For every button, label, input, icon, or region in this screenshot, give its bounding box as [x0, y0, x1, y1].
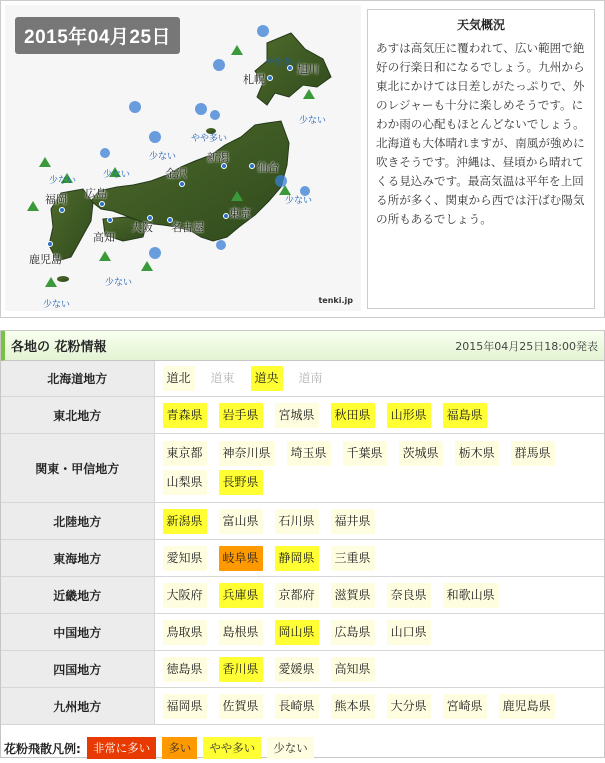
city-label-nagoya[interactable]: 名古屋 — [171, 221, 204, 234]
region-name: 四国地方 — [1, 651, 154, 688]
region-name: 北海道地方 — [1, 361, 154, 397]
prefecture-link[interactable]: 香川県 — [219, 657, 263, 682]
map-pollen-label: 少ない — [299, 116, 327, 126]
prefecture-link[interactable]: 埼玉県 — [287, 441, 331, 466]
pollen-map[interactable] — [5, 5, 361, 311]
region-prefectures — [154, 577, 604, 614]
prefecture-link[interactable]: 東京都 — [163, 441, 207, 466]
prefecture-link[interactable]: 大分県 — [387, 694, 431, 719]
prefecture-link[interactable]: 福島県 — [443, 403, 487, 428]
region-name: 近畿地方 — [1, 577, 154, 614]
legend-slightly-high: やや多い — [203, 737, 261, 759]
prefecture-link[interactable]: 茨城県 — [399, 441, 443, 466]
prefecture-link[interactable]: 岡山県 — [275, 620, 319, 645]
prefecture-link[interactable]: 静岡県 — [275, 546, 319, 571]
prefecture-link[interactable]: 京都府 — [275, 583, 319, 608]
city-label-niigata[interactable]: 新潟 — [207, 151, 229, 164]
legend-low: 少ない — [267, 737, 314, 759]
prefecture-link[interactable]: 滋賀県 — [331, 583, 375, 608]
prefecture-link[interactable]: 福岡県 — [163, 694, 207, 719]
region-name: 関東・甲信地方 — [1, 434, 154, 503]
summary-text: あすは高気圧に覆われて、広い範囲で絶好の行楽日和になるでしょう。九州から東北にかけては日差しがたっぷりで、外のレジャーも十分に楽しめそうです。にわか雨の心配もほとんどないでしょう。北海道も大体晴れますが、南風が強めに吹きそうです。沖縄は、昼頃から晴れてくる見込みです。最高気温は平年を上回る所が多く、関東から西では汗ばむ陽気の所もあるでしょう。 — [376, 41, 585, 226]
prefecture-link[interactable]: 山口県 — [387, 620, 431, 645]
region-prefectures — [154, 651, 604, 688]
legend-very-high: 非常に多い — [87, 737, 157, 759]
city-dot[interactable] — [179, 181, 185, 187]
region-row — [1, 688, 604, 725]
prefecture-link[interactable]: 宮城県 — [275, 403, 319, 428]
prefecture-link[interactable]: 奈良県 — [387, 583, 431, 608]
city-dot[interactable] — [249, 163, 255, 169]
prefecture-link[interactable]: 長崎県 — [275, 694, 319, 719]
region-row — [1, 503, 604, 540]
prefecture-link[interactable]: 秋田県 — [331, 403, 375, 428]
prefecture-link[interactable]: 神奈川県 — [219, 441, 275, 466]
prefecture-link[interactable]: 愛知県 — [163, 546, 207, 571]
prefecture-link[interactable]: 徳島県 — [163, 657, 207, 682]
city-label-tokyo[interactable]: 東京 — [229, 207, 251, 220]
city-label-sapporo[interactable]: 札幌 — [243, 73, 265, 86]
prefecture-link[interactable]: 長野県 — [219, 470, 263, 495]
prefecture-link[interactable]: 道央 — [251, 366, 283, 391]
prefecture-link[interactable]: 高知県 — [331, 657, 375, 682]
map-pollen-label: 少ない — [103, 170, 131, 180]
city-label-osaka[interactable]: 大阪 — [131, 221, 153, 234]
city-label-kochi[interactable]: 高知 — [93, 231, 115, 244]
legend-high: 多い — [162, 737, 197, 759]
weather-panel — [0, 0, 605, 318]
region-prefectures — [154, 397, 604, 434]
region-row — [1, 540, 604, 577]
prefecture-link[interactable]: 熊本県 — [331, 694, 375, 719]
city-dot[interactable] — [59, 207, 65, 213]
region-name: 東北地方 — [1, 397, 154, 434]
region-name: 中国地方 — [1, 614, 154, 651]
prefecture-link[interactable]: 鹿児島県 — [499, 694, 555, 719]
prefecture-link[interactable]: 青森県 — [163, 403, 207, 428]
region-prefectures — [154, 361, 604, 397]
city-dot[interactable] — [267, 75, 273, 81]
prefecture-link[interactable]: 兵庫県 — [219, 583, 263, 608]
prefecture-link[interactable]: 三重県 — [331, 546, 375, 571]
city-dot[interactable] — [99, 201, 105, 207]
prefecture-link[interactable]: 大阪府 — [163, 583, 207, 608]
prefecture-link[interactable]: 石川県 — [275, 509, 319, 534]
map-pollen-label: 少ない — [285, 196, 313, 206]
prefecture-link[interactable]: 福井県 — [331, 509, 375, 534]
region-prefectures — [154, 688, 604, 725]
prefecture-link[interactable]: 岩手県 — [219, 403, 263, 428]
prefecture-link[interactable]: 道北 — [163, 366, 195, 391]
prefecture-link[interactable]: 島根県 — [219, 620, 263, 645]
region-row — [1, 434, 604, 503]
pollen-info-section — [0, 330, 605, 758]
prefecture-link[interactable]: 岐阜県 — [219, 546, 263, 571]
prefecture-link[interactable]: 宮崎県 — [443, 694, 487, 719]
map-pollen-label: 少ない — [149, 152, 177, 162]
region-row — [1, 651, 604, 688]
prefecture-link[interactable]: 佐賀県 — [219, 694, 263, 719]
city-label-kanazawa[interactable]: 金沢 — [165, 167, 187, 180]
region-prefectures — [154, 614, 604, 651]
city-dot[interactable] — [47, 241, 53, 247]
pollen-section-title: 各地の 花粉情報 — [11, 340, 107, 355]
pollen-table — [1, 361, 604, 725]
prefecture-link[interactable]: 和歌山県 — [443, 583, 499, 608]
region-prefectures — [154, 434, 604, 503]
region-row — [1, 361, 604, 397]
region-name: 北陸地方 — [1, 503, 154, 540]
region-name: 東海地方 — [1, 540, 154, 577]
prefecture-link[interactable]: 富山県 — [219, 509, 263, 534]
region-row — [1, 577, 604, 614]
prefecture-link[interactable]: 鳥取県 — [163, 620, 207, 645]
prefecture-link[interactable]: 道東 — [210, 371, 235, 385]
prefecture-link[interactable]: 広島県 — [331, 620, 375, 645]
city-label-sendai[interactable]: 仙台 — [257, 161, 279, 174]
map-pollen-label: 少ない — [49, 176, 77, 186]
region-row — [1, 397, 604, 434]
map-pollen-label: やや多い — [265, 58, 302, 68]
prefecture-link[interactable]: 山形県 — [387, 403, 431, 428]
city-label-kagoshima[interactable]: 鹿児島 — [29, 253, 62, 266]
prefecture-link[interactable]: 道南 — [298, 371, 323, 385]
legend-title: 花粉飛散凡例: — [4, 741, 81, 756]
city-dot[interactable] — [107, 217, 113, 223]
map-pollen-label: 少ない — [105, 278, 133, 288]
prefecture-link[interactable]: 栃木県 — [455, 441, 499, 466]
region-row — [1, 614, 604, 651]
map-pollen-label: 少ない — [43, 300, 71, 310]
map-pollen-label: やや多い — [191, 134, 228, 144]
prefecture-link[interactable]: 群馬県 — [511, 441, 555, 466]
pollen-issued-time: 2015年04月25日18:00発表 — [455, 339, 598, 353]
summary-title: 天気概況 — [456, 18, 505, 32]
city-label-hiroshima[interactable]: 広島 — [85, 187, 107, 200]
city-label-fukuoka[interactable]: 福岡 — [45, 193, 67, 206]
prefecture-link[interactable]: 愛媛県 — [275, 657, 319, 682]
pollen-section-header — [1, 331, 604, 361]
map-credit: tenki.jp — [318, 296, 353, 305]
region-name: 九州地方 — [1, 688, 154, 725]
map-date: 2015年04月25日 — [15, 17, 180, 54]
weather-summary — [367, 9, 595, 309]
prefecture-link[interactable]: 千葉県 — [343, 441, 387, 466]
prefecture-link[interactable]: 新潟県 — [163, 509, 207, 534]
region-prefectures — [154, 540, 604, 577]
region-prefectures — [154, 503, 604, 540]
city-label-asahikawa[interactable]: 旭川 — [297, 63, 319, 76]
pollen-legend — [0, 736, 320, 760]
prefecture-link[interactable]: 山梨県 — [163, 470, 207, 495]
